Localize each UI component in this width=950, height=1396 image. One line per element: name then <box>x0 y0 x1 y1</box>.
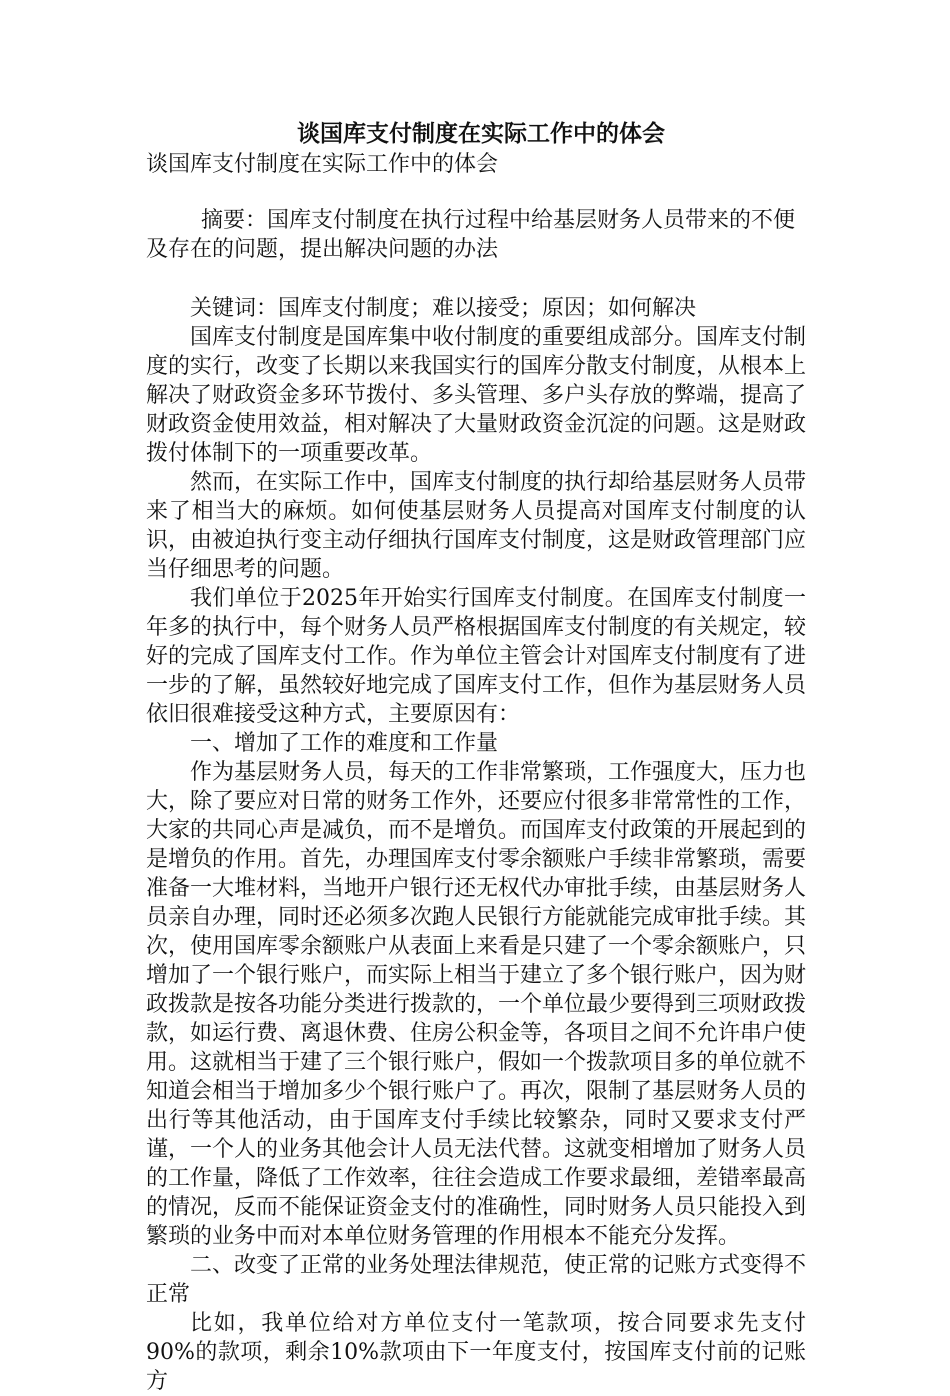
document-subtitle: 谈国库支付制度在实际工作中的体会 <box>146 152 499 177</box>
body-paragraph: 作为基层财务人员，每天的工作非常繁琐，工作强度大，压力也大，除了要应对日常的财务工作外，还要应付很多非常常性的工作，大家的共同心声是减负，而不是增负。而国库支付政策的开展起到的是增负的作用。首先，办理国库支付零余额账户手续非常繁琐，需要准备一大堆材料，当地开户银行还无权代办审批手续，由基层财务人员亲自办理，同时还必须多次跑人民银行方能就能完成审批手续。其次，使用国库零余额账户从表面上来看是只建了一个零余额账户，只增加了一个银行账户，而实际上相当于建立了多个银行账户，因为财政拨款是按各功能分类进行拨款的，一个单位最少要得到三项财政拨款，如运行费、离退休费、住房公积金等，各项目之间不允许串户使用。这就相当于建了三个银行账户，假如一个拨款项目多的单位就不知道会相当于增加多少个银行账户了。再次，限制了基层财务人员的出行等其他活动，由于国库支付手续比较繁杂，同时又要求支付严谨，一个人的业务其他会计人员无法代替。这就变相增加了财务人员的工作量，降低了工作效率，往往会造成工作要求最细，差错率最高的情况，反而不能保证资金支付的准确性，同时财务人员只能投入到繁琐的业务中而对本单位财务管理的作用根本不能充分发挥。 <box>146 760 807 1249</box>
section-heading: 二、改变了正常的业务处理法律规范，使正常的记账方式变得不正常 <box>146 1253 807 1307</box>
body-paragraph: 比如，我单位给对方单位支付一笔款项，按合同要求先支付90%的款项，剩余10%款项由下一年度支付，按国库支付前的记账方 <box>146 1311 806 1394</box>
abstract-paragraph: 摘要：国库支付制度在执行过程中给基层财务人员带来的不便及存在的问题，提出解决问题的办法 <box>146 208 796 262</box>
body-paragraph: 国库支付制度是国库集中收付制度的重要组成部分。国库支付制度的实行，改变了长期以来我国实行的国库分散支付制度，从根本上解决了财政资金多环节拨付、多头管理、多户头存放的弊端，提高了财政资金使用效益，相对解决了大量财政资金沉淀的问题。这是财政拨付体制下的一项重要改革。 <box>146 325 807 466</box>
section-heading: 一、增加了工作的难度和工作量 <box>190 731 499 756</box>
document-page <box>146 118 806 1396</box>
document-title: 谈国库支付制度在实际工作中的体会 <box>297 120 665 147</box>
keywords-line: 关键词：国库支付制度；难以接受；原因；如何解决 <box>190 296 697 321</box>
body-paragraph: 然而，在实际工作中，国库支付制度的执行却给基层财务人员带来了相当大的麻烦。如何使基层财务人员提高对国库支付制度的认识，由被迫执行变主动仔细执行国库支付制度，这是财政管理部门应当仔细思考的问题。 <box>146 470 807 582</box>
body-paragraph: 我们单位于2025年开始实行国库支付制度。在国库支付制度一年多的执行中，每个财务人员严格根据国库支付制度的有关规定，较好的完成了国库支付工作。作为单位主管会计对国库支付制度有了进一步的了解，虽然较好地完成了国库支付工作，但作为基层财务人员依旧很难接受这种方式，主要原因有： <box>146 586 807 727</box>
